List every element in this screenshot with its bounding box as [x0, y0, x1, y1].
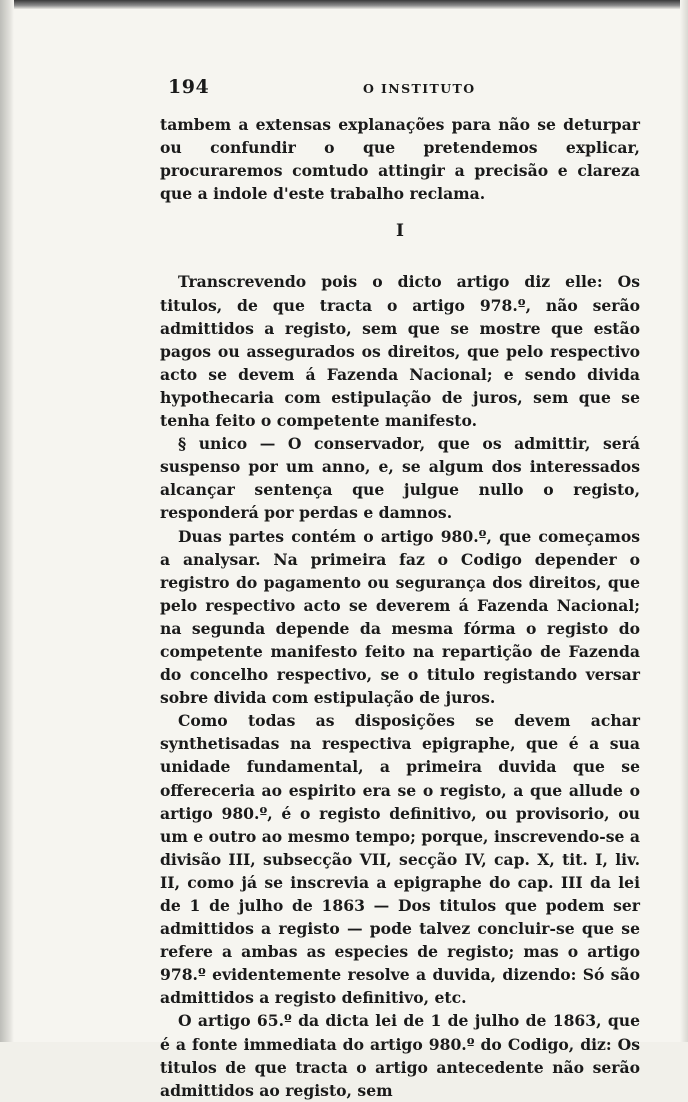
scan-right-edge: [680, 0, 688, 1042]
paragraph-quote: Transcrevendo pois o dicto artigo diz elle: Os titulos, de que tracta o artigo 978.º, não serão admittidos a registo, sem que se mostre que estão pagos ou assegurados os direitos, que pelo respectivo acto se devem á Fazenda Nacional; e sendo divida hypothecaria com estipulação de juros, sem que se tenha feito o competente manifesto.: [160, 272, 640, 431]
scan-left-gutter: [0, 0, 14, 1042]
paragraph-source-law: O artigo 65.º da dicta lei de 1 de julho de 1863, que é a fonte immediata do artigo 980.º do Codigo, diz: Os titulos de que tracta o artigo antecedente não serão admittidos ao registo, sem: [160, 1011, 640, 1100]
paragraph-analysis: Duas partes contém o artigo 980.º, que começamos a analysar. Na primeira faz o Codigo depender o registro do pagamento ou segurança dos direitos, que pelo respectivo acto se deverem á Fazenda Nacional; na segunda depende da mesma fórma o registo do competente manifesto feito na repartição de Fazenda do concelho respectivo, se o titulo registando versar sobre divida com estipulação de juros.: [160, 526, 640, 708]
paragraph-sole-section: § unico — O conservador, que os admittir, será suspenso por um anno, e, se algum dos interessados alcançar sentença que julgue nullo o registo, responderá por perdas e damnos.: [160, 434, 640, 523]
page-number: 194: [168, 76, 210, 98]
body-text: [160, 113, 640, 1102]
paragraph-epigraph: Como todas as disposições se devem achar synthetisadas na respectiva epigraphe, que é a sua unidade fundamental, a primeira duvida que se offereceria ao espirito era se o registo, a que allude o artigo 980.º, é o registo definitivo, ou provisorio, ou um e outro ao mesmo tempo; porque, inscrevendo-se a divisão III, subsecção VII, secção IV, cap. X, tit. I, liv. II, como já se inscrevia a epigraphe do cap. III da lei de 1 de julho de 1863 — Dos titulos que podem ser admittidos a registo — pode talvez concluir-se que se refere a ambas as especies de registo; mas o artigo 978.º evidentemente resolve a duvida, dizendo: Só são admittidos a registo definitivo, etc.: [160, 711, 640, 1008]
running-title: O INSTITUTO: [363, 81, 476, 96]
page-header: [168, 76, 638, 100]
section-heading: I: [396, 221, 404, 242]
paragraph-continuation: tambem a extensas explanações para não se deturpar ou confundir o que pretendemos explicar, procuraremos comtudo attingir a precisão e clareza que a indole d'este trabalho reclama.: [160, 115, 640, 204]
scan-top-edge: [0, 0, 688, 9]
